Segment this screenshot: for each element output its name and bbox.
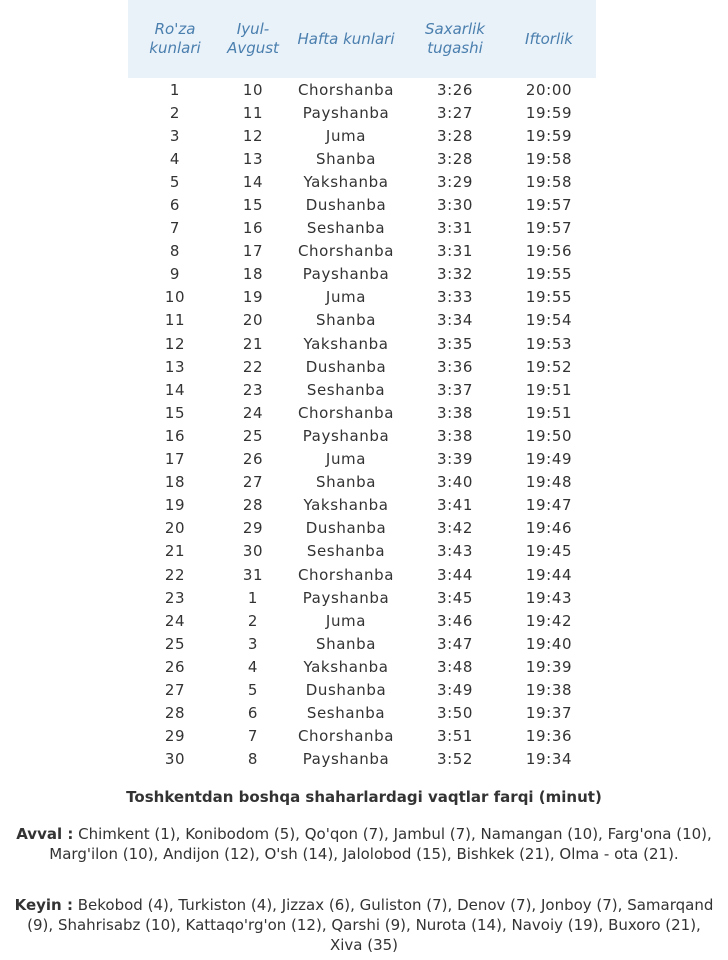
cell-iftar-time: 19:46 — [525, 519, 573, 538]
cell-day-number: 19 — [164, 496, 186, 515]
cell-suhoor-time: 3:26 — [436, 80, 474, 99]
cell-date: 29 — [242, 519, 264, 538]
cell-iftar-time: 20:00 — [525, 80, 573, 99]
cell-iftar-time: 19:49 — [525, 450, 573, 469]
cell-weekday: Shanba — [315, 634, 377, 653]
cell-suhoor-time: 3:38 — [436, 403, 474, 422]
cell-iftar-time: 19:39 — [525, 657, 573, 676]
cell-date: 6 — [247, 704, 259, 723]
cell-weekday: Yakshanba — [303, 334, 389, 353]
cell-suhoor-time: 3:38 — [436, 426, 474, 445]
cell-suhoor-time: 3:47 — [436, 634, 474, 653]
cell-date: 8 — [247, 750, 259, 769]
cell-day-number: 16 — [164, 426, 186, 445]
cell-date: 1 — [247, 588, 259, 607]
cell-date: 21 — [242, 334, 264, 353]
cell-suhoor-time: 3:40 — [436, 473, 474, 492]
table-row — [128, 217, 596, 240]
cell-iftar-time: 19:34 — [525, 750, 573, 769]
table-row — [128, 494, 596, 517]
table-row — [128, 540, 596, 563]
cell-day-number: 26 — [164, 657, 186, 676]
cell-weekday: Seshanba — [306, 380, 386, 399]
cell-weekday: Chorshanba — [297, 80, 395, 99]
cell-suhoor-time: 3:35 — [436, 334, 474, 353]
cell-date: 24 — [242, 403, 264, 422]
cell-iftar-time: 19:53 — [525, 334, 573, 353]
cell-suhoor-time: 3:51 — [436, 727, 474, 746]
table-row — [128, 101, 596, 124]
cell-weekday: Juma — [325, 450, 367, 469]
cell-weekday: Shanba — [315, 311, 377, 330]
cell-iftar-time: 19:57 — [525, 219, 573, 238]
cell-weekday: Dushanba — [305, 519, 387, 538]
table-body — [128, 78, 596, 771]
table-row — [128, 332, 596, 355]
cell-date: 15 — [242, 196, 264, 215]
cell-suhoor-time: 3:46 — [436, 611, 474, 630]
cell-suhoor-time: 3:33 — [436, 288, 474, 307]
table-row — [128, 401, 596, 424]
cell-iftar-time: 19:50 — [525, 426, 573, 445]
cell-date: 28 — [242, 496, 264, 515]
cell-suhoor-time: 3:41 — [436, 496, 474, 515]
cell-weekday: Yakshanba — [303, 496, 389, 515]
table-row — [128, 240, 596, 263]
cell-day-number: 13 — [164, 357, 186, 376]
cell-date: 10 — [242, 80, 264, 99]
cell-suhoor-time: 3:42 — [436, 519, 474, 538]
cell-iftar-time: 19:38 — [525, 680, 573, 699]
cell-day-number: 22 — [164, 565, 186, 584]
cell-suhoor-time: 3:44 — [436, 565, 474, 584]
cell-day-number: 12 — [164, 334, 186, 353]
cell-suhoor-time: 3:28 — [436, 149, 474, 168]
table-row — [128, 609, 596, 632]
cell-weekday: Payshanba — [302, 588, 390, 607]
cell-date: 26 — [242, 450, 264, 469]
cell-iftar-time: 19:36 — [525, 727, 573, 746]
cell-day-number: 14 — [164, 380, 186, 399]
cell-suhoor-time: 3:31 — [436, 219, 474, 238]
cell-day-number: 25 — [164, 634, 186, 653]
table-row — [128, 702, 596, 725]
cell-suhoor-time: 3:34 — [436, 311, 474, 330]
cell-day-number: 1 — [169, 80, 181, 99]
table-row — [128, 378, 596, 401]
table-row — [128, 424, 596, 447]
table-row — [128, 517, 596, 540]
cell-suhoor-time: 3:30 — [436, 196, 474, 215]
cell-weekday: Payshanba — [302, 750, 390, 769]
header-july-august: Iyul- Avgust — [227, 20, 279, 57]
cell-suhoor-time: 3:27 — [436, 103, 474, 122]
cell-day-number: 9 — [169, 265, 181, 284]
table-row — [128, 448, 596, 471]
table-row — [128, 748, 596, 771]
cell-date: 14 — [242, 172, 264, 191]
cell-date: 30 — [242, 542, 264, 561]
cell-day-number: 2 — [169, 103, 181, 122]
cell-weekday: Chorshanba — [297, 242, 395, 261]
earlier-cities-paragraph — [14, 824, 714, 864]
cell-iftar-time: 19:51 — [525, 380, 573, 399]
cell-date: 31 — [242, 565, 264, 584]
time-difference-title: Toshkentdan boshqa shaharlardagi vaqtlar farqi (minut) — [126, 788, 602, 806]
cell-date: 19 — [242, 288, 264, 307]
cell-weekday: Payshanba — [302, 426, 390, 445]
cell-weekday: Seshanba — [306, 542, 386, 561]
cell-weekday: Chorshanba — [297, 727, 395, 746]
cell-date: 11 — [242, 103, 264, 122]
cell-date: 23 — [242, 380, 264, 399]
cell-weekday: Dushanba — [305, 196, 387, 215]
cell-iftar-time: 19:37 — [525, 704, 573, 723]
table-row — [128, 193, 596, 216]
cell-iftar-time: 19:40 — [525, 634, 573, 653]
cell-date: 16 — [242, 219, 264, 238]
cell-weekday: Yakshanba — [303, 657, 389, 676]
cell-date: 4 — [247, 657, 259, 676]
cell-iftar-time: 19:47 — [525, 496, 573, 515]
cell-suhoor-time: 3:37 — [436, 380, 474, 399]
cell-iftar-time: 19:55 — [525, 265, 573, 284]
table-row — [128, 263, 596, 286]
cell-day-number: 28 — [164, 704, 186, 723]
cell-iftar-time: 19:43 — [525, 588, 573, 607]
later-label: Keyin : — [14, 896, 73, 914]
cell-iftar-time: 19:51 — [525, 403, 573, 422]
cell-iftar-time: 19:57 — [525, 196, 573, 215]
header-iftar: Iftorlik — [525, 29, 573, 48]
table-row — [128, 678, 596, 701]
cell-day-number: 21 — [164, 542, 186, 561]
cell-suhoor-time: 3:39 — [436, 450, 474, 469]
cell-date: 3 — [247, 634, 259, 653]
cell-day-number: 24 — [164, 611, 186, 630]
cell-iftar-time: 19:55 — [525, 288, 573, 307]
cell-weekday: Seshanba — [306, 704, 386, 723]
table-row — [128, 147, 596, 170]
cell-weekday: Chorshanba — [297, 565, 395, 584]
header-suhoor-end: Saxarlik tugashi — [425, 20, 485, 57]
cell-day-number: 17 — [164, 450, 186, 469]
cell-weekday: Shanba — [315, 149, 377, 168]
table-row — [128, 309, 596, 332]
cell-weekday: Yakshanba — [303, 172, 389, 191]
cell-day-number: 23 — [164, 588, 186, 607]
header-fast-days: Ro'za kunlari — [149, 20, 201, 57]
table-row — [128, 471, 596, 494]
cell-iftar-time: 19:54 — [525, 311, 573, 330]
cell-suhoor-time: 3:32 — [436, 265, 474, 284]
cell-day-number: 6 — [169, 196, 181, 215]
later-cities-paragraph — [14, 895, 714, 955]
cell-weekday: Payshanba — [302, 265, 390, 284]
cell-suhoor-time: 3:29 — [436, 172, 474, 191]
cell-day-number: 29 — [164, 727, 186, 746]
cell-day-number: 3 — [169, 126, 181, 145]
cell-date: 5 — [247, 680, 259, 699]
cell-suhoor-time: 3:48 — [436, 657, 474, 676]
cell-day-number: 7 — [169, 219, 181, 238]
cell-date: 18 — [242, 265, 264, 284]
cell-iftar-time: 19:59 — [525, 126, 573, 145]
cell-iftar-time: 19:45 — [525, 542, 573, 561]
cell-suhoor-time: 3:28 — [436, 126, 474, 145]
cell-day-number: 30 — [164, 750, 186, 769]
cell-day-number: 20 — [164, 519, 186, 538]
cell-weekday: Juma — [325, 611, 367, 630]
cell-suhoor-time: 3:36 — [436, 357, 474, 376]
earlier-label: Avval : — [16, 825, 74, 843]
cell-day-number: 4 — [169, 149, 181, 168]
cell-weekday: Payshanba — [302, 103, 390, 122]
table-row — [128, 586, 596, 609]
table-row — [128, 632, 596, 655]
table-row — [128, 78, 596, 101]
cell-weekday: Juma — [325, 288, 367, 307]
cell-suhoor-time: 3:52 — [436, 750, 474, 769]
cell-date: 17 — [242, 242, 264, 261]
cell-date: 27 — [242, 473, 264, 492]
cell-iftar-time: 19:44 — [525, 565, 573, 584]
cell-weekday: Juma — [325, 126, 367, 145]
cell-suhoor-time: 3:45 — [436, 588, 474, 607]
table-row — [128, 286, 596, 309]
cell-weekday: Chorshanba — [297, 403, 395, 422]
cell-date: 20 — [242, 311, 264, 330]
cell-iftar-time: 19:58 — [525, 172, 573, 191]
cell-iftar-time: 19:58 — [525, 149, 573, 168]
cell-date: 22 — [242, 357, 264, 376]
earlier-cities-text: Chimkent (1), Konibodom (5), Qo'qon (7), Jambul (7), Namangan (10), Farg'ona (10), Marg'ilon (10), Andijon (12), O'sh (14), Jalolobod (15), Bishkek (21), Olma - ota (21). — [49, 825, 712, 863]
cell-weekday: Dushanba — [305, 680, 387, 699]
cell-weekday: Dushanba — [305, 357, 387, 376]
table-header — [128, 0, 596, 78]
cell-date: 25 — [242, 426, 264, 445]
cell-day-number: 10 — [164, 288, 186, 307]
cell-suhoor-time: 3:50 — [436, 704, 474, 723]
header-weekdays: Hafta kunlari — [297, 29, 395, 48]
cell-day-number: 27 — [164, 680, 186, 699]
table-row — [128, 170, 596, 193]
table-row — [128, 124, 596, 147]
table-row — [128, 725, 596, 748]
cell-weekday: Shanba — [315, 473, 377, 492]
ramadan-schedule-table — [128, 0, 596, 771]
table-row — [128, 655, 596, 678]
cell-suhoor-time: 3:49 — [436, 680, 474, 699]
cell-suhoor-time: 3:43 — [436, 542, 474, 561]
cell-day-number: 18 — [164, 473, 186, 492]
cell-iftar-time: 19:42 — [525, 611, 573, 630]
cell-iftar-time: 19:48 — [525, 473, 573, 492]
table-row — [128, 355, 596, 378]
cell-weekday: Seshanba — [306, 219, 386, 238]
cell-date: 2 — [247, 611, 259, 630]
cell-date: 13 — [242, 149, 264, 168]
cell-date: 7 — [247, 727, 259, 746]
later-cities-text: Bekobod (4), Turkiston (4), Jizzax (6), Guliston (7), Denov (7), Jonboy (7), Samarqand (9), Shahrisabz (10), Kattaqo'rg'on (12), Qarshi (9), Nurota (14), Navoiy (19), Buxoro (21), Xiva (35) — [27, 896, 714, 954]
cell-iftar-time: 19:52 — [525, 357, 573, 376]
cell-day-number: 8 — [169, 242, 181, 261]
cell-day-number: 11 — [164, 311, 186, 330]
table-row — [128, 563, 596, 586]
cell-date: 12 — [242, 126, 264, 145]
cell-suhoor-time: 3:31 — [436, 242, 474, 261]
cell-iftar-time: 19:56 — [525, 242, 573, 261]
cell-day-number: 5 — [169, 172, 181, 191]
cell-iftar-time: 19:59 — [525, 103, 573, 122]
cell-day-number: 15 — [164, 403, 186, 422]
